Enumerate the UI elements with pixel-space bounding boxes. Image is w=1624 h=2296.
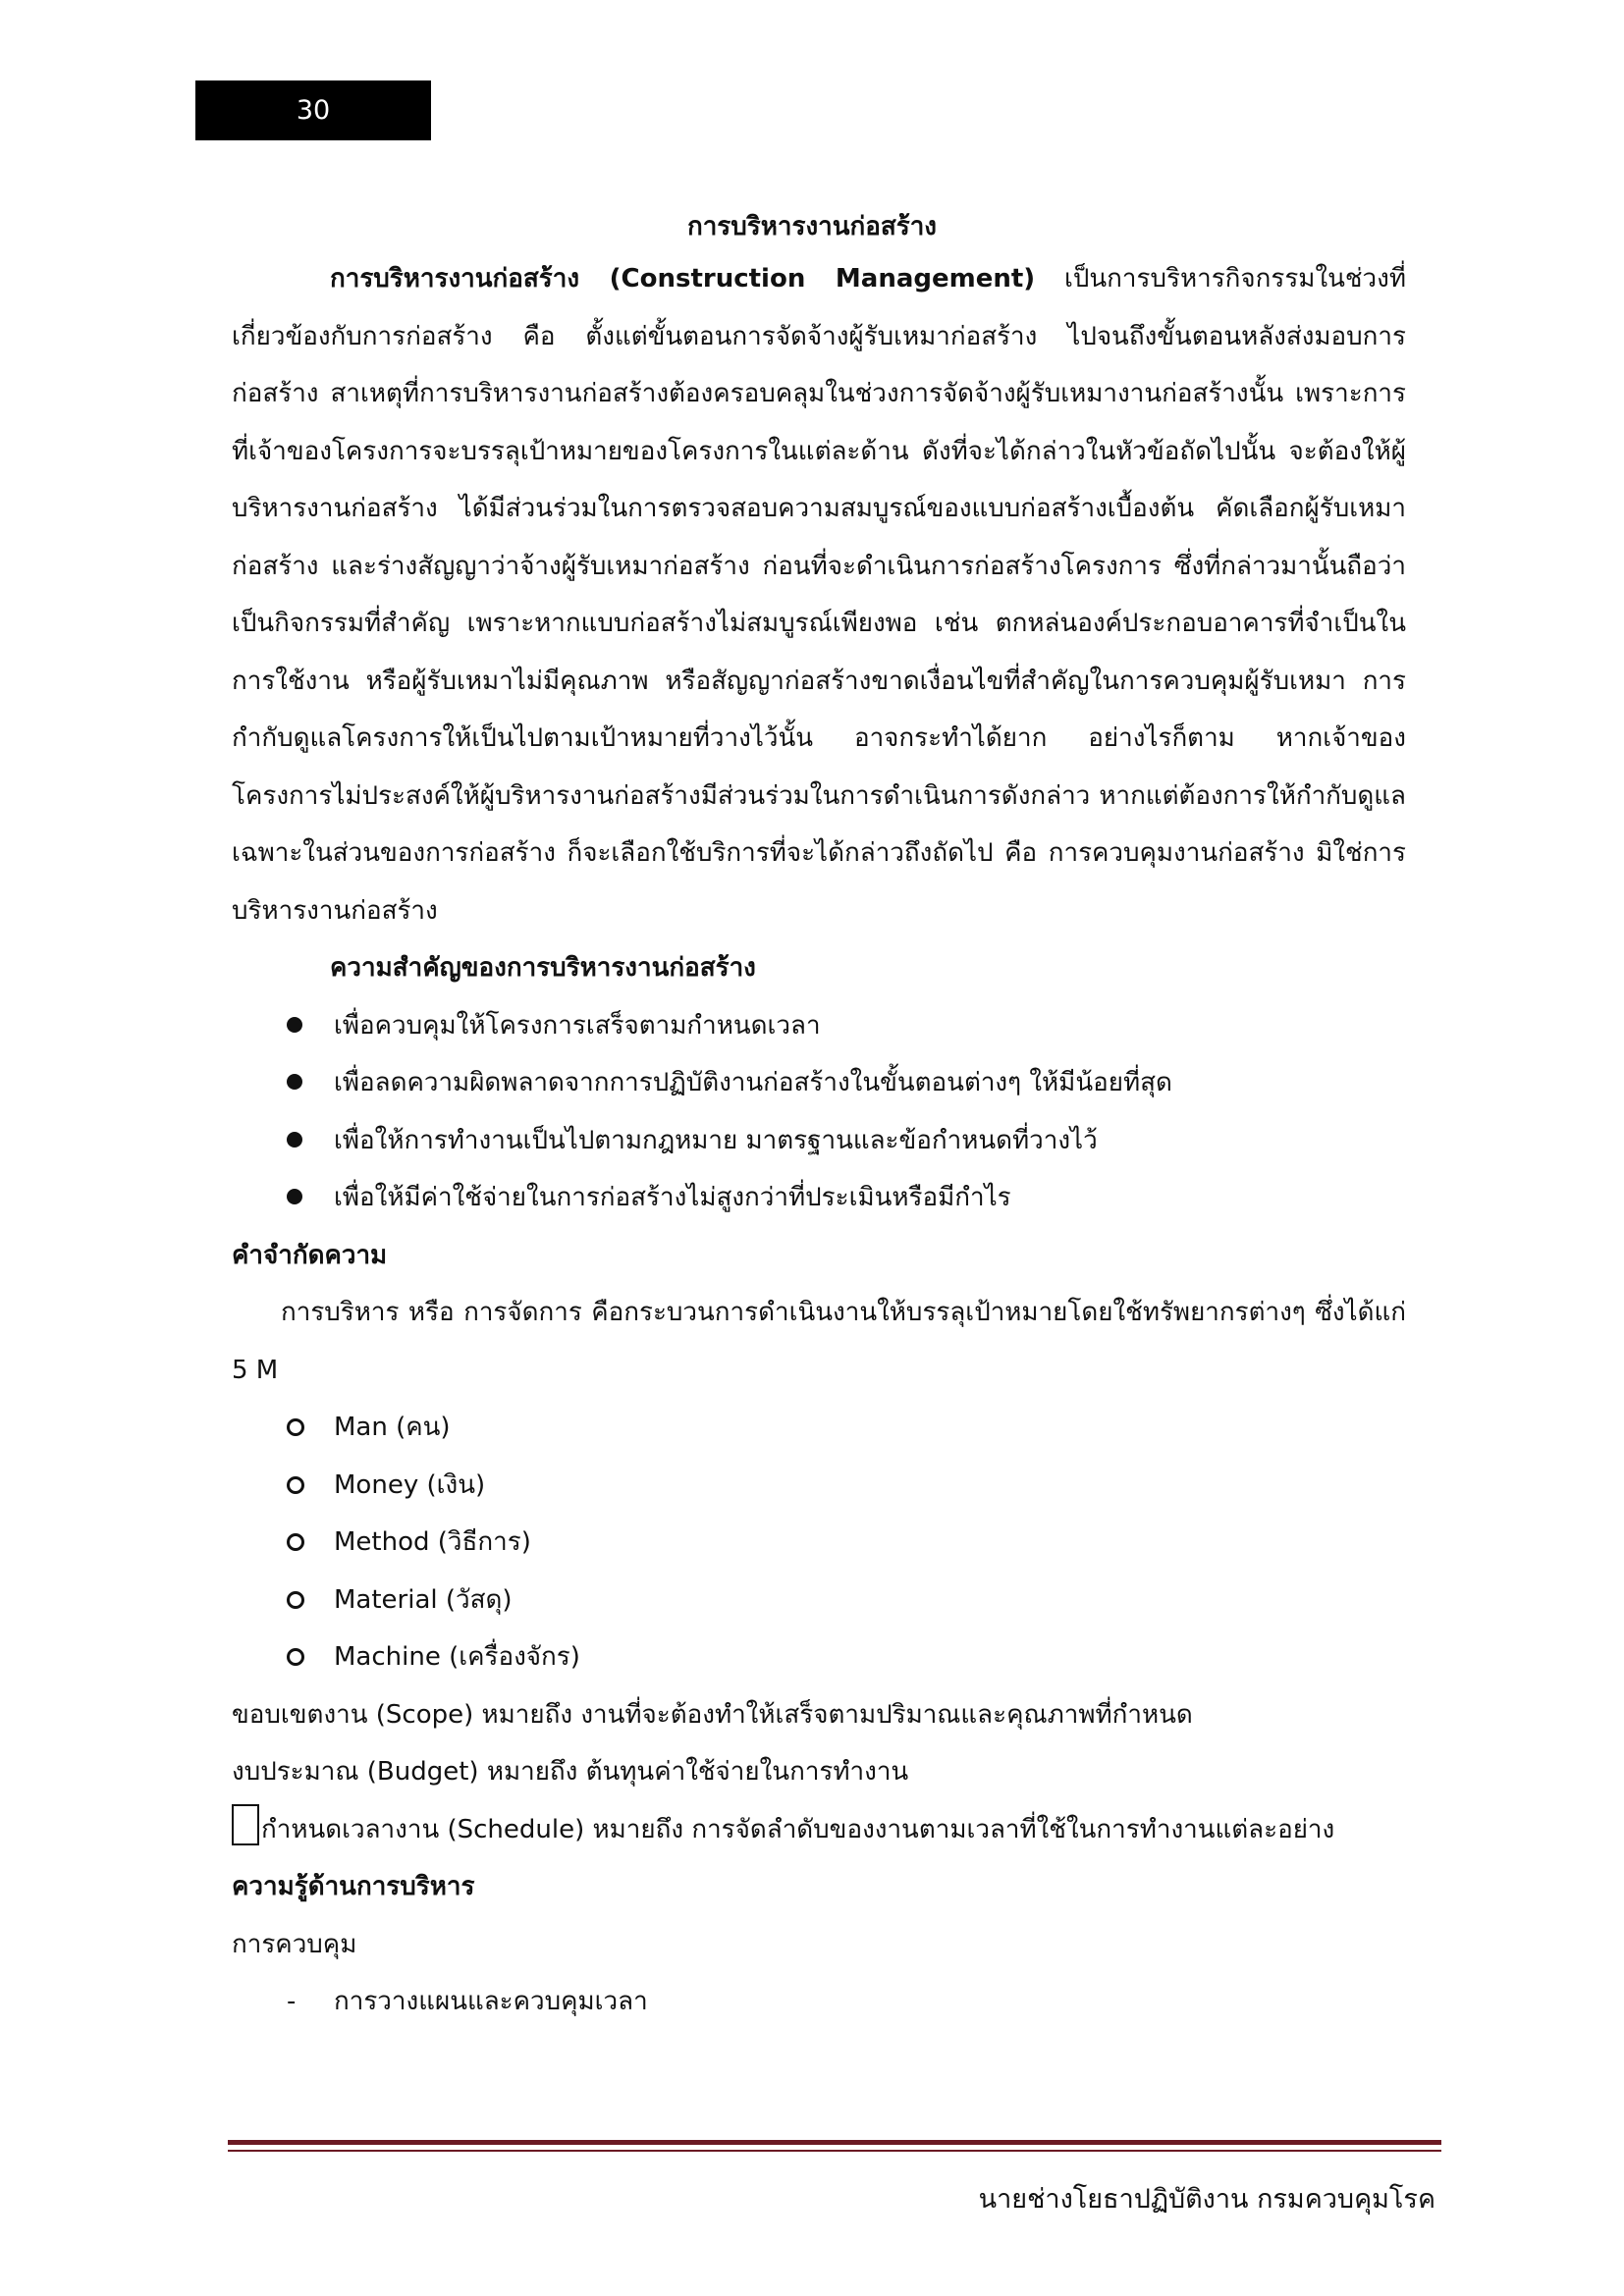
list-item-text: Material (วัสดุ): [334, 1584, 513, 1615]
list-item: [232, 1572, 1406, 1629]
list-item-text: เพื่อควบคุมให้โครงการเสร็จตามกำหนดเวลา: [334, 1010, 821, 1041]
importance-list: [232, 997, 1406, 1227]
list-item-text: Machine (เครื่องจักร): [334, 1642, 580, 1672]
schedule-text: กำหนดเวลางาน (Schedule) หมายถึง การจัดลำดับของงานตามเวลาที่ใช้ในการทำงานแต่ละอย่าง: [261, 1814, 1335, 1844]
page-title: การบริหารงานก่อสร้าง: [686, 212, 938, 241]
footer-divider: [228, 2140, 1441, 2145]
list-item: [232, 1112, 1406, 1170]
control-list: [232, 1973, 1406, 2031]
intro-paragraph: [232, 250, 1406, 939]
intro-lead: การบริหารงานก่อสร้าง (Construction Management): [330, 264, 1036, 294]
budget-line: งบประมาณ (Budget) หมายถึง ต้นทุนค่าใช้จ่ายในการทำงาน: [232, 1757, 909, 1787]
scope-line: ขอบเขตงาน (Scope) หมายถึง งานที่จะต้องทำให้เสร็จตามปริมาณและคุณภาพที่กำหนด: [232, 1699, 1193, 1730]
schedule-line: [232, 1801, 1406, 1859]
list-item-text: เพื่อให้มีค่าใช้จ่ายในการก่อสร้างไม่สูงกว่าที่ประเมินหรือมีกำไร: [334, 1183, 1011, 1212]
footer-divider-thin: [228, 2150, 1441, 2152]
control-label: การควบคุม: [232, 1929, 357, 1959]
circle-bullet-icon: [287, 1476, 304, 1494]
list-item: [232, 1973, 1406, 2031]
list-item: [232, 1457, 1406, 1515]
page-number: 30: [296, 95, 331, 126]
empty-box-icon: [232, 1804, 259, 1845]
definition-paragraph: การบริหาร หรือ การจัดการ คือกระบวนการดำเนินงานให้บรรลุเป้าหมายโดยใช้ทรัพยากรต่างๆ ซึ่งได้แก่ 5 M: [232, 1298, 1406, 1385]
list-item-text: การวางแผนและควบคุมเวลา: [334, 1987, 648, 2016]
circle-bullet-icon: [287, 1591, 304, 1609]
list-item: [232, 1169, 1406, 1227]
bullet-icon: [287, 1132, 302, 1148]
page-number-box: [195, 80, 431, 140]
importance-heading: ความสำคัญของการบริหารงานก่อสร้าง: [330, 953, 756, 983]
list-item: [232, 1629, 1406, 1686]
list-item: [232, 1399, 1406, 1457]
list-item-text: เพื่อลดความผิดพลาดจากการปฏิบัติงานก่อสร้างในขั้นตอนต่างๆ ให้มีน้อยที่สุด: [334, 1068, 1172, 1097]
list-item: [232, 1514, 1406, 1572]
bullet-icon: [287, 1017, 302, 1033]
list-item: [232, 1054, 1406, 1112]
intro-text: เป็นการบริหารกิจกรรมในช่วงที่เกี่ยวข้องกับการก่อสร้าง คือ ตั้งแต่ขั้นตอนการจัดจ้างผู้รับเหมาก่อสร้าง ไปจนถึงขั้นตอนหลังส่งมอบการก่อสร้าง สาเหตุที่การบริหารงานก่อสร้างต้องครอบคลุมในช่วงการจัดจ้างผู้รับเหมางานก่อสร้างนั้น เพราะการที่เจ้าของโครงการจะบรรลุเป้าหมายของโครงการในแต่ละด้าน ดังที่จะได้กล่าวในหัวข้อถัดไปนั้น จะต้องให้ผู้บริหารงานก่อสร้าง ได้มีส่วนร่วมในการตรวจสอบความสมบูรณ์ของแบบก่อสร้างเบื้องต้น คัดเลือกผู้รับเหมาก่อสร้าง และร่างสัญญาว่าจ้างผู้รับเหมาก่อสร้าง ก่อนที่จะดำเนินการก่อสร้างโครงการ ซึ่งที่กล่าวมานั้นถือว่าเป็นกิจกรรมที่สำคัญ เพราะหากแบบก่อสร้างไม่สมบูรณ์เพียงพอ เช่น ตกหล่นองค์ประกอบอาคารที่จำเป็นในการใช้งาน หรือผู้รับเหมาไม่มีคุณภาพ หรือสัญญาก่อสร้างขาดเงื่อนไขที่สำคัญในการควบคุมผู้รับเหมา การกำกับดูแลโครงการให้เป็นไปตามเป้าหมายที่วางไว้นั้น อาจกระทำได้ยาก อย่างไรก็ตาม หากเจ้าของโครงการไม่ประสงค์ให้ผู้บริหารงานก่อสร้างมีส่วนร่วมในการดำเนินการดังกล่าว หากแต่ต้องการให้กำกับดูแลเฉพาะในส่วนของการก่อสร้าง ก็จะเลือกใช้บริการที่จะได้กล่าวถึงถัดไป คือ การควบคุมงานก่อสร้าง มิใช่การบริหารงานก่อสร้าง: [232, 264, 1406, 926]
list-item: [232, 997, 1406, 1055]
list-item-text: Money (เงิน): [334, 1469, 486, 1500]
five-m-list: [232, 1399, 1406, 1686]
footer-text: นายช่างโยธาปฏิบัติงาน กรมควบคุมโรค: [978, 2184, 1435, 2215]
circle-bullet-icon: [287, 1418, 304, 1436]
list-item-text: เพื่อให้การทำงานเป็นไปตามกฎหมาย มาตรฐานและข้อกำหนดที่วางไว้: [334, 1125, 1098, 1155]
circle-bullet-icon: [287, 1533, 304, 1551]
list-item-text: Man (คน): [334, 1413, 451, 1442]
document-body: [232, 250, 1406, 2031]
dash-bullet-icon: -: [287, 1987, 297, 2016]
bullet-icon: [287, 1074, 302, 1090]
bullet-icon: [287, 1189, 302, 1204]
definition-heading: คำจำกัดความ: [232, 1240, 388, 1270]
list-item-text: Method (วิธีการ): [334, 1527, 531, 1557]
knowledge-heading: ความรู้ด้านการบริหาร: [232, 1872, 475, 1901]
circle-bullet-icon: [287, 1648, 304, 1666]
